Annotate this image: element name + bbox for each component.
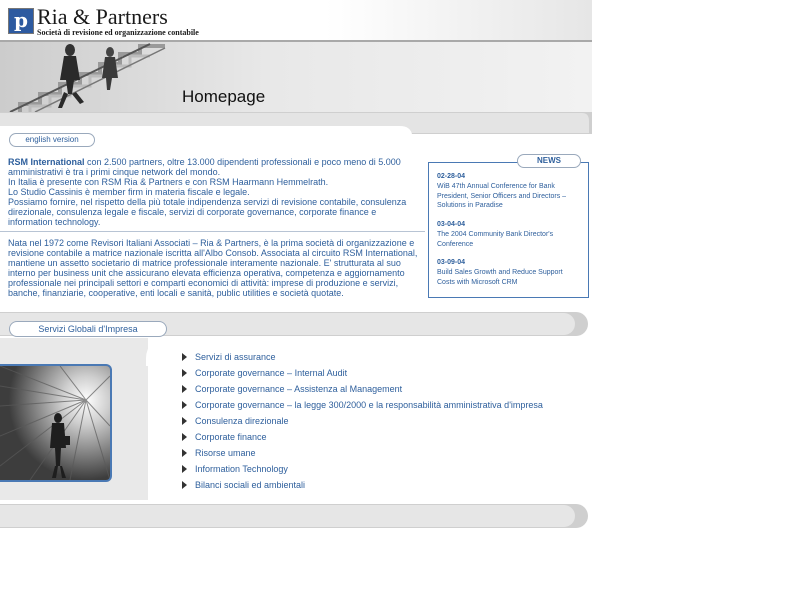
service-item-risorse-umane[interactable] <box>182 447 256 459</box>
page-title: Homepage <box>182 87 266 106</box>
service-label[interactable]: Corporate governance – Internal Audit <box>195 368 348 378</box>
news-item-text[interactable]: The 2004 Community Bank Director's Conference <box>437 231 554 248</box>
logo-title[interactable]: Ria & Partners <box>37 4 168 29</box>
intro-line-services: Possiamo fornire, nel rispetto della più totale indipendenza servizi di revisione contabile, consulenza direzionale, consulenza legale e fiscale, servizi di corporate governance, corporate finance e information technology. <box>8 197 407 227</box>
separator-line <box>0 231 425 232</box>
arrow-icon <box>182 353 187 361</box>
service-label[interactable]: Information Technology <box>195 464 288 474</box>
arrow-icon <box>182 433 187 441</box>
service-item-management[interactable] <box>182 383 402 395</box>
banner-image <box>0 42 592 112</box>
intro-lead-text: con 2.500 partners, oltre 13.000 dipendenti professionali e poco meno di 5.000 amministrativi è tra i primi cinque network del mondo. <box>8 157 401 177</box>
logo-letter: p <box>14 8 28 32</box>
tunnel-illustration <box>0 366 110 480</box>
stairs-illustration <box>0 42 592 112</box>
service-label[interactable]: Bilanci sociali ed ambientali <box>195 480 306 490</box>
intro-paragraph <box>8 157 418 227</box>
service-label[interactable]: Servizi di assurance <box>195 352 276 362</box>
service-item-finance[interactable] <box>182 431 267 443</box>
arrow-icon <box>182 369 187 377</box>
arrow-icon <box>182 401 187 409</box>
arrow-icon <box>182 449 187 457</box>
service-item-legge-300[interactable] <box>182 399 543 411</box>
logo-subtitle: Società di revisione ed organizzazione contabile <box>37 28 199 37</box>
top-band-curve <box>0 112 600 134</box>
service-label[interactable]: Consulenza direzionale <box>195 416 289 426</box>
tunnel-photo <box>0 364 112 482</box>
news-date[interactable]: 03-04-04 <box>437 221 466 228</box>
service-item-assurance[interactable] <box>182 351 276 363</box>
english-version-link[interactable]: english version <box>9 133 95 147</box>
news-date[interactable]: 03-09-04 <box>437 259 466 266</box>
services-heading[interactable]: Servizi Globali d'Impresa <box>9 321 167 337</box>
intro-line-cassinis: Lo Studio Cassinis è member firm in materia fiscale e legale. <box>8 187 250 197</box>
service-label[interactable]: Corporate finance <box>195 432 267 442</box>
arrow-icon <box>182 385 187 393</box>
intro-line-italy: In Italia è presente con RSM Ria & Partners e con RSM Haarmann Hemmelrath. <box>8 177 329 187</box>
news-label: NEWS <box>517 154 581 168</box>
service-label[interactable]: Risorse umane <box>195 448 256 458</box>
service-item-consulenza[interactable] <box>182 415 289 427</box>
arrow-icon <box>182 481 187 489</box>
service-item-internal-audit[interactable] <box>182 367 347 379</box>
rsm-international-link[interactable]: RSM International <box>8 157 85 167</box>
arrow-icon <box>182 465 187 473</box>
logo-icon[interactable] <box>8 8 34 34</box>
news-item-text[interactable]: Build Sales Growth and Reduce Support Costs with Microsoft CRM <box>437 269 563 286</box>
service-item-bilanci[interactable] <box>182 479 305 491</box>
bottom-band-inner <box>0 505 575 527</box>
arrow-icon <box>182 417 187 425</box>
news-item-text[interactable]: WiB 47th Annual Conference for Bank President, Senior Officers and Directors – Solutions in Paradise <box>437 183 567 209</box>
service-item-it[interactable] <box>182 463 288 475</box>
service-label[interactable]: Corporate governance – Assistenza al Management <box>195 384 403 394</box>
news-date[interactable]: 02-28-04 <box>437 173 466 180</box>
service-label[interactable]: Corporate governance – la legge 300/2000 e la responsabilità amministrativa d'impresa <box>195 400 543 410</box>
history-paragraph: Nata nel 1972 come Revisori Italiani Associati – Ria & Partners, è la prima società di organizzazione e revisione contabile a matrice nazionale iscritta all'Albo Consob. Associata al circuito RSM International, mantiene un assetto societario di matrice professionale interamente nazionale. E' strutturata al suo interno per business unit che assicurano elevata efficienza operativa, competenza e aggiornamento professionale nei principali settori e comparti economici di attività: imprese di produzione e servizi, banche, finanziarie, cooperative, enti locali e sanità, public utilities e società quotate. <box>8 238 418 298</box>
